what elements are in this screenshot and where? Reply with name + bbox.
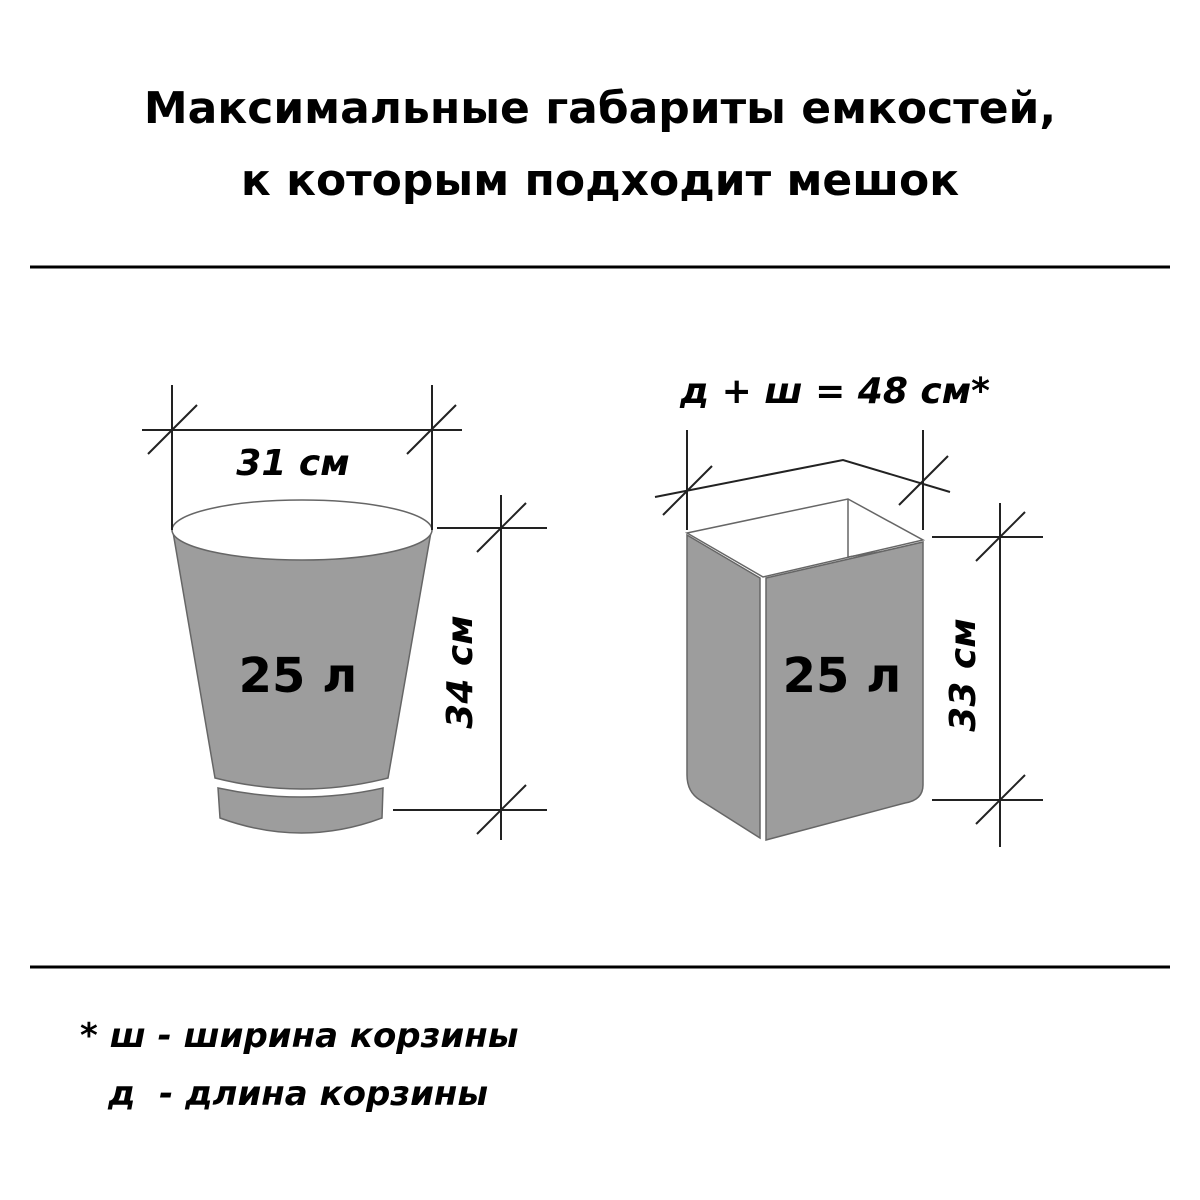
footnote-length: д - длина корзины xyxy=(108,1074,489,1114)
round-bin-height-label: 34 см xyxy=(440,615,481,729)
rect-bin-height-label: 33 см xyxy=(943,618,984,732)
rect-bin-volume-label: 25 л xyxy=(782,648,902,704)
footnote-width: * ш - ширина корзины xyxy=(80,1016,519,1056)
rect-bin-perimeter-label: д + ш = 48 см* xyxy=(680,371,990,412)
round-bin-volume-label: 25 л xyxy=(238,648,358,704)
rect-bin-side-face xyxy=(687,535,760,838)
round-bin-opening xyxy=(172,500,432,560)
title-line-2: к которым подходит мешок xyxy=(240,155,960,206)
title-line-1: Максимальные габариты емкостей, xyxy=(143,83,1057,134)
round-bin-width-label: 31 см xyxy=(236,443,350,484)
round-bin-base xyxy=(218,788,383,833)
